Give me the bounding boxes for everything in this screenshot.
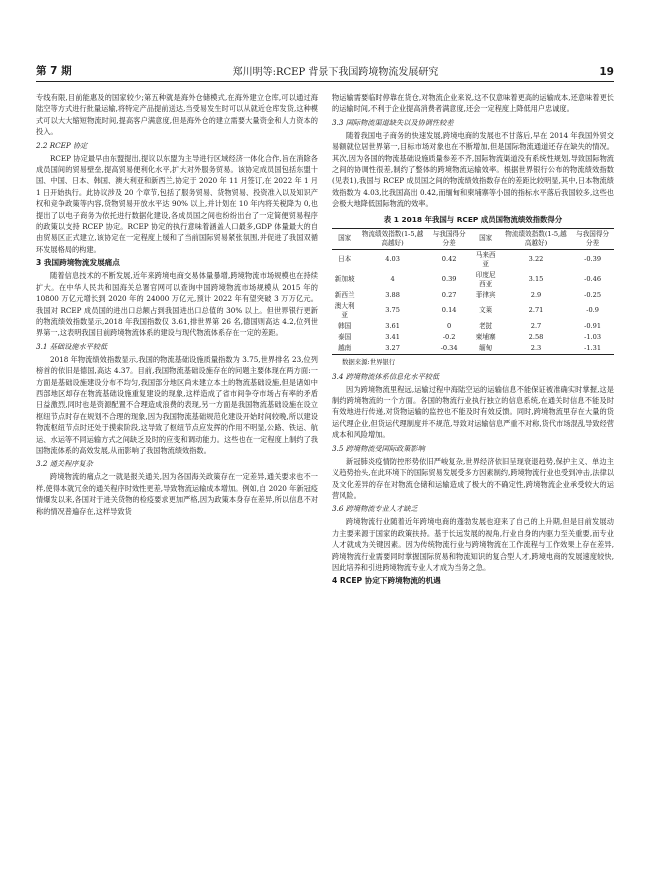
table-cell: 老挝 — [479, 321, 493, 330]
table-cell: 2.71 — [528, 306, 544, 315]
column-header: 物流绩效指数(1-5,越高越好) — [357, 228, 427, 249]
column-header: 与我国得分分差 — [428, 228, 471, 249]
table-cell: 印度尼西亚 — [475, 270, 496, 288]
table-cell: -0.39 — [584, 255, 602, 264]
table-cell: 0.27 — [441, 290, 457, 299]
table-cell: 柬埔寨 — [475, 332, 496, 341]
paragraph: 新冠肺炎疫情防控形势依旧严峻复杂,世界经济依旧呈现衰退趋势,保护主义、单边主义趋势抬头,在此环境下的国际贸易发展受多方因素制约,跨境物流行业也受到冲击,法律以及文化差异的存在对物流仓储和运输造成了极大的不确定性,跨境物流企业承受较大的运营风险。 — [332, 456, 614, 500]
table-cell: 0 — [447, 321, 452, 330]
table-cell: 2.9 — [530, 290, 542, 299]
table-cell: 日本 — [338, 255, 352, 264]
table-cell: 3.27 — [385, 343, 400, 352]
page-number: 19 — [599, 66, 614, 78]
section-heading-3-2: 3.2 通关程序复杂 — [36, 459, 93, 469]
paragraph: 2018 年物流绩效指数显示,我国的物流基础设施质量指数为 3.75,世界排名 23,位列榜首的依旧是德国,高达 4.37。目前,我国物流基础设施存在的问题主要体现在两方面:一方面是基础设施建设分布不均匀,我国部分地区尚未建立本土的物流基础设施,但是诸如中西部地区却存在物流基础设施重复建设的现象,这样造成了省市间争夺市场占有率的矛盾日益激烈,同时也是资源配置不合理造成浪费的表现,另一方面是我国物流基础设施在设立枢纽节点时存在规划不合理的现象,因为我国物流基础规范化建设开始时间较晚,所以建设物流枢纽节点时还处于摸索阶段,这导致了枢纽节点应发挥的作用不明显,公路、铁运、航运、水运等不同运输方式之间缺乏及时的应变和调动能力。这些也在一定程度上制约了我国物流体系的高效发展,从而影响了我国物流绩效指数。 — [36, 354, 318, 455]
section-heading-3-6: 3.6 跨境物流专业人才缺乏 — [332, 504, 418, 514]
paragraph: 专线有限,目前能惠及的国家较少;第五种就是海外仓储模式,在海外建立仓库,可以通过海陆空等方式进行批量运输,将特定产品提前送达,当受易发生时可以从就近仓库发货,这种模式可以大大缩短物流时间,提高客户满意度,但是海外仓的建立需要大量资金和人力资本的投入。 — [36, 93, 318, 137]
table-cell: 新加坡 — [334, 275, 355, 284]
table-cell: 澳大利亚 — [334, 301, 355, 319]
section-heading-3-3: 3.3 国际物流渠道缺失以及协调性较差 — [332, 117, 454, 127]
table-row — [332, 321, 614, 332]
section-heading-4: 4 RCEP 协定下跨境物流的机遇 — [332, 576, 441, 586]
paragraph: 跨境物流的痛点之一就是报关通关,因为各国海关政策存在一定差异,通关要求也不一样,使得本就冗余的通关程序时效性更差,导致物流运输成本增加。例如,自 2020 年新冠疫情爆发以来,各国对于进关货物的检疫要求更加严格,因为政策本身存在差异,所以信息不对称的情况普遍存在,这样导致货 — [36, 472, 318, 516]
column-header: 物流绩效指数(1-5,越高越好) — [501, 228, 571, 249]
paragraph: 随着信息技术的不断发展,近年来跨境电商交易体量暴增,跨境物流市场规模也在持续扩大。在中华人民共和国海关总署官网可以查询中国跨境物流市场规模从 2015 年的 10800 万亿元增长到 2020 年的 24000 万亿元,预计 2022 年有望突破 3 万万亿元。我国对 RCEP 成员国的进出口总额占到我国进出口总值的 30% 以上。但世界银行更新的物流绩效指数显示,2018 年我国指数仅 3.61,排世界第 26 名,德国则高达 4.2,位列世界第一,这表明我国目前跨境物流体系的建设与现代物流体系存在一定的差距。 — [36, 271, 318, 338]
table-cell: 3.75 — [385, 306, 400, 315]
table-cell: 菲律宾 — [475, 290, 496, 299]
table-cell: 文莱 — [479, 306, 493, 315]
column-header: 与我国得分分差 — [571, 228, 614, 249]
issue-number: 第 7 期 — [36, 65, 72, 77]
table-cell: -1.31 — [584, 343, 602, 352]
table-caption: 表 1 2018 年我国与 RCEP 成员国物流绩效指数得分 — [383, 214, 563, 224]
table-cell: 缅甸 — [479, 343, 493, 352]
table-cell: 越南 — [338, 343, 352, 352]
table-row — [332, 332, 614, 343]
section-heading-2-2: 2.2 RCEP 协定 — [36, 140, 88, 150]
section-heading-3-5: 3.5 跨境物流受国际政策影响 — [332, 443, 425, 453]
table-cell: 0.14 — [441, 306, 457, 315]
table-cell: 马来西亚 — [475, 250, 496, 268]
paragraph: 跨境物流行业随着近年跨境电商的蓬勃发展也迎来了自己的上升期,但是目前发展动力主要来源于国家的政策扶持。基于长远发展的视角,行业自身的内驱力至关重要,而专业人才就成为关键因素。因为传统物流行业与跨境物流在工作流程与工作效果上存在差异,跨境物流行业需要同时掌握国际贸易和物流知识的复合型人才,跨境电商的发展速度较快,因此培养和引进跨境物流专业人才成为当务之急。 — [332, 517, 614, 572]
table-cell: 泰国 — [338, 332, 352, 341]
paragraph: 物运输需要临时停靠在货仓,对物流企业来说,这不仅意味着更高的运输成本,还意味着更长的运输时间,不利于企业提高消费者满意度,还会一定程度上降低用户忠诚度。 — [332, 93, 614, 114]
lpi-table — [332, 228, 614, 355]
table-cell: -0.2 — [442, 332, 456, 341]
column-header: 国家 — [471, 228, 501, 249]
table-row — [332, 249, 614, 270]
table-cell: 韩国 — [338, 321, 352, 330]
table-cell: 新西兰 — [334, 290, 355, 299]
paragraph: 因为跨境物流里程远,运输过程中海陆空运的运输信息不能保证被准确实时掌握,这是制约跨境物流的一个方面。各国的物流行业执行独立的信息系统,在通关时信息不能及时有效地进行传递,对货物运输的监控也不能及时有效反馈。同时,跨境物流里存在大量的货运代理企业,但货运代理制度并不规范,导致对运输信息严重不对称,货代市场混乱导致经营成本和风险增加。 — [332, 384, 614, 440]
table-header-row — [332, 228, 614, 249]
right-column — [332, 92, 614, 874]
table-cell: 3.88 — [385, 290, 400, 299]
section-heading-3-4: 3.4 跨境物流体系信息化水平较低 — [332, 371, 440, 381]
column-header: 国家 — [332, 228, 357, 249]
table-cell: -0.34 — [440, 343, 458, 352]
table-row — [332, 290, 614, 301]
table-cell: 0.39 — [441, 275, 457, 284]
left-column — [36, 92, 318, 874]
table-cell: 4 — [390, 275, 395, 284]
running-header — [36, 62, 614, 82]
table-cell: 2.58 — [528, 332, 544, 341]
running-title: 郑川明等:RCEP 背景下我国跨境物流发展研究 — [232, 67, 439, 78]
table-cell: 2.3 — [530, 343, 542, 352]
table-source: 数据来源:世界银行 — [342, 357, 396, 366]
table-row — [332, 270, 614, 290]
table-row — [332, 343, 614, 355]
table-cell: 3.61 — [385, 321, 400, 330]
paragraph: 随着我国电子商务的快速发展,跨境电商的发展也不甘落后,早在 2014 年我国外贸交易额就位居世界第一,目标市场对象也在不断增加,但是国际物流通道还存在缺失的情况。其次,因为各国的物流基础设施质量参差不齐,国际物流渠道没有系统性规划,导致国际物流之间的协调性很差,制约了整体的跨境物流运输效率。根据世界银行公布的物流绩效指数(见表1),我国与 RCEP 成员国之间的物流绩效指数存在的差距比较明显,其中,日本物流绩效指数为 4.03,比我国高出 0.42,而缅甸和柬埔寨等小国的指标水平落后我国较多,这些也会极大地降低国际物流的效率。 — [332, 130, 614, 209]
table-cell: -0.9 — [586, 306, 599, 315]
table-cell: 0.42 — [441, 255, 457, 264]
table-cell: -0.25 — [584, 290, 602, 299]
section-heading-3-1: 3.1 基础设施水平较低 — [36, 341, 108, 351]
table-row — [332, 301, 614, 321]
section-heading-3: 3 我国跨境物流发展痛点 — [36, 258, 120, 268]
table-cell: 4.03 — [385, 255, 400, 264]
table-cell: -1.03 — [584, 332, 602, 341]
table-cell: 2.7 — [530, 321, 542, 330]
table-cell: 3.41 — [385, 332, 400, 341]
table-cell: -0.46 — [584, 275, 602, 284]
table-cell: -0.91 — [584, 321, 602, 330]
paragraph: RCEP 协定最早由东盟提出,提议以东盟为主导进行区域经济一体化合作,旨在消除各成员国间的贸易壁垒,提高贸易便利化水平,扩大对外服务贸易。该协定成员国包括东盟十国、中国、日本、韩国、澳大利亚和新西兰,协定于 2020 年 11 月签订,在 2022 年 1 月 1 日开始执行。此协议涉及 20 个章节,包括了服务贸易、货物贸易、投资准入以及知识产权和竞争政策等内容,货物贸易开放水平达 90% 以上,并计划在 10 年内将关税降为 0,也提出了以电子商务为依托进行数据化建设,各成员国之间也纷纷出台了一定简便贸易程序的政策以支持 RCEP 协定。RCEP 协定的执行意味着涵盖人口最多,GDP 体量最大的自由贸易区正式建立,该协定在一定程度上缓和了当前国际贸易紧张氛围,并促进了我国双循环发展格局的构建。 — [36, 153, 318, 254]
table-cell: 3.15 — [528, 275, 544, 284]
table-cell: 3.22 — [528, 255, 544, 264]
